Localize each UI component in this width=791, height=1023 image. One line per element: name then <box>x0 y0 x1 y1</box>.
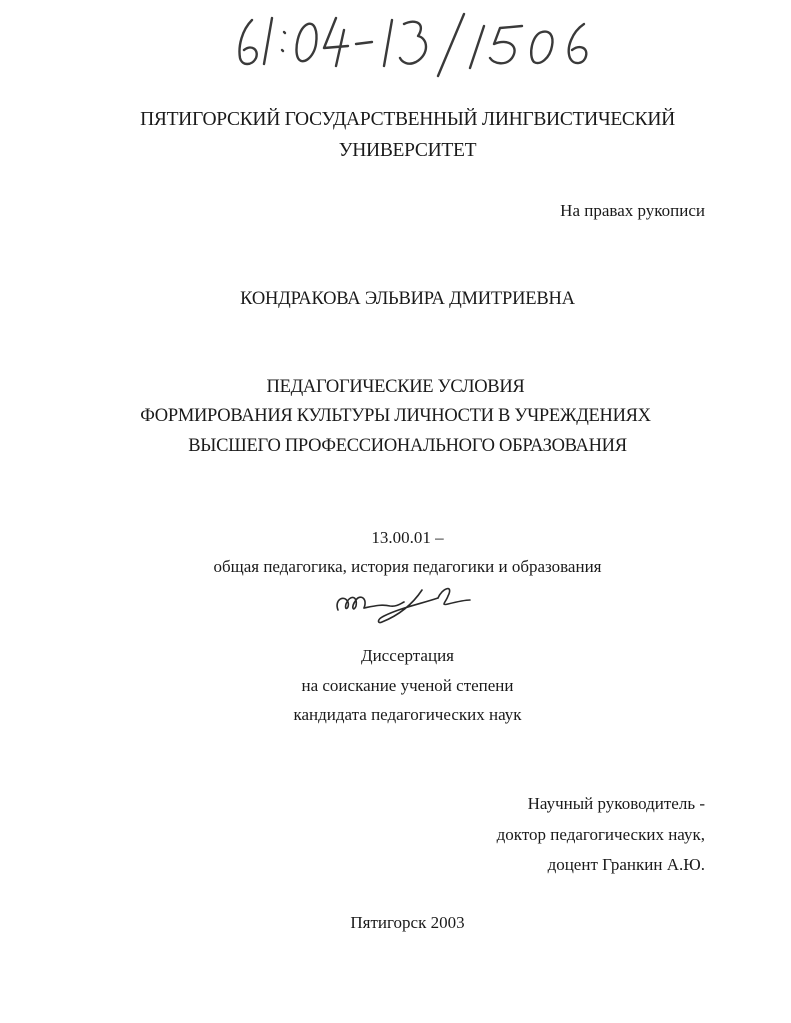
university-name-line1: ПЯТИГОРСКИЙ ГОСУДАРСТВЕННЫЙ ЛИНГВИСТИЧЕСКИЙ <box>140 109 675 130</box>
title-line2: ФОРМИРОВАНИЯ КУЛЬТУРЫ ЛИЧНОСТИ В УЧРЕЖДЕНИЯХ <box>140 406 651 426</box>
specialty-code: 13.00.01 – <box>371 528 444 547</box>
author-name: КОНДРАКОВА ЭЛЬВИРА ДМИТРИЕВНА <box>240 289 575 309</box>
dissertation-degree-line1: на соискание ученой степени <box>301 676 514 695</box>
copyright-note: На правах рукописи <box>560 201 705 220</box>
city-and-year: Пятигорск 2003 <box>350 913 465 932</box>
title-line1: ПЕДАГОГИЧЕСКИЕ УСЛОВИЯ <box>266 377 525 397</box>
university-name-line2: УНИВЕРСИТЕТ <box>338 140 477 161</box>
title-line3: ВЫСШЕГО ПРОФЕССИОНАЛЬНОГО ОБРАЗОВАНИЯ <box>188 436 627 456</box>
advisor-degree: доктор педагогических наук, <box>496 825 705 844</box>
handwritten-catalog-number <box>232 6 602 82</box>
signature-image <box>330 580 475 628</box>
dissertation-label: Диссертация <box>360 646 454 665</box>
dissertation-degree-line2: кандидата педагогических наук <box>293 705 522 724</box>
specialty-name: общая педагогика, история педагогики и образования <box>213 557 602 576</box>
advisor-label: Научный руководитель - <box>527 794 705 813</box>
advisor-name: доцент Гранкин А.Ю. <box>547 855 705 874</box>
